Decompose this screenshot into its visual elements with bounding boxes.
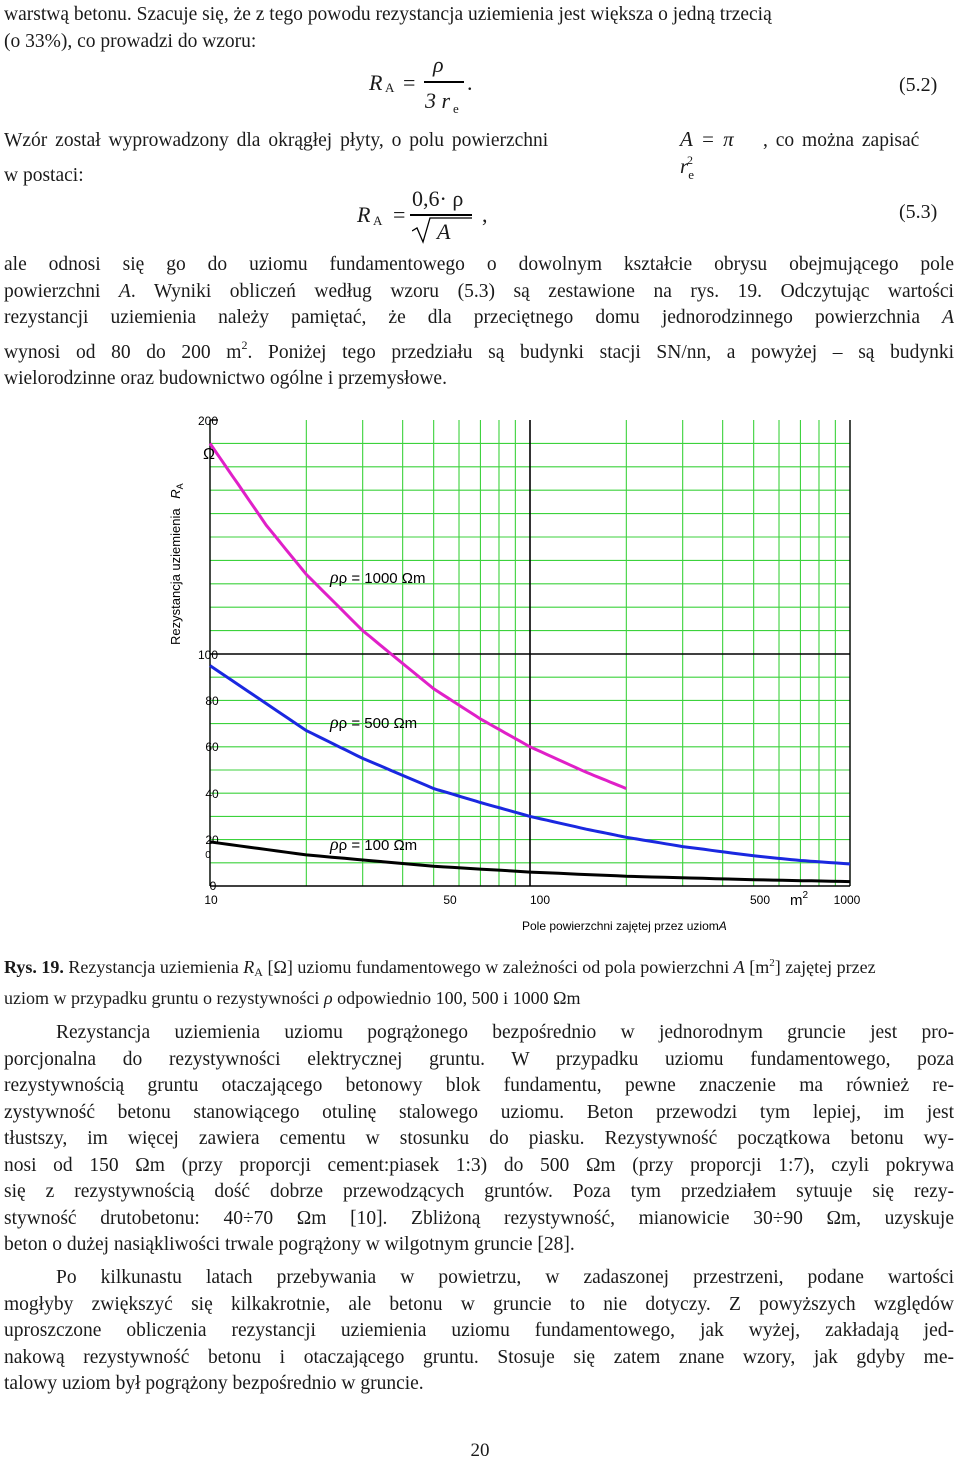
eq-denominator: 3 r xyxy=(425,88,451,113)
tick-label-y-40: 40 xyxy=(205,787,219,801)
text-line: stywność drutobetonu: 40÷70 Ωm [10]. Zbliżoną rezystywność, mianowicie 30÷90 Ωm, uzyskuje xyxy=(4,1207,954,1229)
y-axis-title xyxy=(168,483,185,645)
eq-equals: = xyxy=(403,70,416,95)
paragraph-1 xyxy=(4,252,954,393)
text: . Wyniki obliczeń według wzoru (5.3) są zestawione na rys. 19. Odczytując wartości xyxy=(130,280,954,302)
text-line: wielorodzinne oraz budownictwo ogólne i przemysłowe. xyxy=(4,368,447,389)
chart xyxy=(150,400,880,940)
text: , co można zapisać xyxy=(763,130,920,151)
area-sub: e xyxy=(688,166,694,182)
paragraph-intro xyxy=(4,2,954,55)
eq-dot: . xyxy=(467,70,473,95)
tick-label-y: 0 xyxy=(205,850,211,861)
paragraph-2 xyxy=(4,1020,954,1259)
eq-denominator-sub: e xyxy=(453,101,459,116)
caption-label: Rys. 19. xyxy=(4,957,64,977)
y-axis-title-text xyxy=(168,483,185,645)
text: wynosi od 80 do 200 m xyxy=(4,341,242,363)
eq-lhs-sub: A xyxy=(385,80,395,95)
text-line: się z rezystywnością dość dobrze przewodzących gruntów. Poza tym przedziałem sytuuje się rezy- xyxy=(4,1181,954,1202)
x-axis-title-var: A xyxy=(718,919,727,933)
series-label-100-text: ρ = 100 Ωm xyxy=(338,837,418,854)
tick-label-x-500: 500 xyxy=(749,893,771,907)
area-formula-text: A = π r xyxy=(680,127,734,178)
text-line: porcjonalna do rezystywności elektrycznej gruntu. W przypadku uziomu fundamentowego, poza xyxy=(4,1048,954,1070)
area-sup: 2 xyxy=(686,152,693,167)
text: . Poniżej tego przedziału są budynki stacji SN/nn, a powyżej xyxy=(247,341,818,363)
area-formula xyxy=(680,126,755,182)
y-unit-label: Ω xyxy=(203,446,215,463)
x-axis-title xyxy=(522,919,727,933)
text-line: nakową rezystywność betonu i otaczającego gruntu. Stosuje się zatem znane wzory, jak gdyby me- xyxy=(4,1346,954,1368)
text: ] zajętej przez xyxy=(774,957,876,977)
eq-comma: , xyxy=(482,202,488,227)
figure-caption xyxy=(4,950,959,1011)
paragraph-3 xyxy=(4,1265,954,1398)
text-var: ρ xyxy=(323,988,333,1008)
x-unit-label xyxy=(790,890,809,909)
text-line: (o 33%), co prowadzi do wzoru: xyxy=(4,30,257,52)
text-var: A xyxy=(942,307,954,328)
tick-label-y-20: 20 xyxy=(205,833,219,847)
y-axis-title-sub: A xyxy=(175,483,185,490)
tick-label-x-50: 50 xyxy=(443,893,457,907)
text-line: tłustszy, im więcej zawiera cementu w stosunku do piasku. Rezystywność początkowa betonu wy- xyxy=(4,1128,954,1149)
sub: A xyxy=(254,965,263,979)
text-line: w postaci: xyxy=(4,164,84,186)
text: są budynki xyxy=(858,341,955,363)
sup: 2 xyxy=(769,957,775,969)
text-line: warstwą betonu. Szacuje się, że z tego powodu rezystancja uziemienia jest większa o jedną trzecią xyxy=(4,4,772,25)
x-unit: m xyxy=(790,892,803,909)
text-line xyxy=(4,332,954,367)
page-number: 20 xyxy=(470,1440,490,1461)
tick-label-y-200: 200 xyxy=(197,414,219,428)
paragraph-mid xyxy=(4,128,954,189)
eq-lhs-R: R xyxy=(357,202,371,227)
tick-label-x-10: 10 xyxy=(204,893,218,907)
text: powierzchni xyxy=(4,280,119,302)
tick-label-x-100: 100 xyxy=(529,893,551,907)
text-line: Po kilkunastu latach przebywania w powietrzu, w zadaszonej przestrzeni, podane wartości xyxy=(56,1267,954,1288)
text-line xyxy=(4,305,954,332)
series-label-100: ρρ = 100 Ωm xyxy=(330,834,418,854)
text: [m xyxy=(744,957,770,977)
text-var: A xyxy=(733,957,745,977)
series-label-1000: ρρ = 1000 Ωm xyxy=(330,567,426,587)
y-axis-title-main: Rezystancja uziemienia xyxy=(168,508,183,645)
series-line-0 xyxy=(210,443,626,788)
equation-number: (5.2) xyxy=(899,74,938,96)
text-line: Rezystancja uziemienia uziomu pogrążonego bezpośrednio w jednorodnym gruncie jest pro- xyxy=(56,1022,954,1043)
tick-label-y-60: 60 xyxy=(205,740,219,754)
x-unit-sup: 2 xyxy=(802,890,809,901)
text: – xyxy=(832,341,843,363)
text: rezystancji uziemienia należy pamiętać, że dla przeciętnego domu jednorodzinnego powierzchnia xyxy=(4,307,943,328)
tick-label-y-100: 100 xyxy=(197,648,219,662)
eq-equals: = xyxy=(393,202,406,227)
tick-label-x-1000: 1000 xyxy=(833,893,861,907)
tick-label-y-80: 80 xyxy=(205,694,219,708)
text-line: ale odnosi się go do uziomu fundamentowego o dowolnym kształcie obrysu obejmującego pole xyxy=(4,254,954,275)
text-line: nosi od 150 Ωm (przy proporcji cement:piasek 1:3) do 500 Ωm (przy proporcji 1:7), czyli pokrywa xyxy=(4,1154,954,1176)
eq-numerator: ρ xyxy=(433,52,444,77)
text-line: zystywność betonu stanowiącego otulinę stalowego uziomu. Beton przewodzi tym lepiej, im jest xyxy=(4,1101,954,1123)
x-axis-title-main: Pole powierzchni zajętej przez uziom xyxy=(522,919,719,933)
text-line: uproszczone obliczenia rezystancji uziemienia uziomu fundamentowego, jak wyżej, zakładają jed- xyxy=(4,1320,954,1341)
y-axis-title-var: R xyxy=(168,489,183,499)
text: Rezystancja uziemienia xyxy=(63,957,244,977)
text: uziom w przypadku gruntu o rezystywności xyxy=(4,988,324,1008)
text: [Ω] uziomu fundamentowego w zależności od pola powierzchni xyxy=(262,957,734,977)
text-var: A xyxy=(118,280,131,302)
eq-denominator: A xyxy=(437,219,451,244)
sup: 2 xyxy=(241,337,248,352)
text-line: mogłyby zwiększyć się kilkakrotnie, ale betonu w gruncie to nie dotyczy. Z powyższych względów xyxy=(4,1293,954,1315)
text-line xyxy=(4,279,954,306)
text-var: R xyxy=(243,957,255,977)
eq-lhs-R: R xyxy=(369,70,383,95)
fraction-bar xyxy=(424,81,464,83)
series-label-500-text: ρ = 500 Ωm xyxy=(338,715,418,732)
tick-label-y-0: 0 xyxy=(209,879,217,893)
eq-lhs-sub: A xyxy=(373,213,383,228)
text-line: beton o dużej nasiąkliwości trwale pogrążony w wilgotnym gruncie [28]. xyxy=(4,1234,575,1255)
equation-number: (5.3) xyxy=(899,201,938,223)
series-label-500: ρρ = 500 Ωm xyxy=(330,712,418,732)
series-label-1000-text: ρ = 1000 Ωm xyxy=(338,570,426,587)
text: Wzór został wyprowadzony dla okrągłej płyty, o polu powierzchni xyxy=(4,130,549,151)
text: odpowiednio 100, 500 i 1000 Ωm xyxy=(332,988,581,1008)
eq-numerator: 0,6· ρ xyxy=(412,186,464,211)
text-line: talowy uziom był pogrążony bezpośrednio w gruncie. xyxy=(4,1373,424,1394)
text-line: rezystywnością gruntu otaczającego betonowy blok fundamentu, pewne znaczenie ma również re- xyxy=(4,1075,954,1096)
